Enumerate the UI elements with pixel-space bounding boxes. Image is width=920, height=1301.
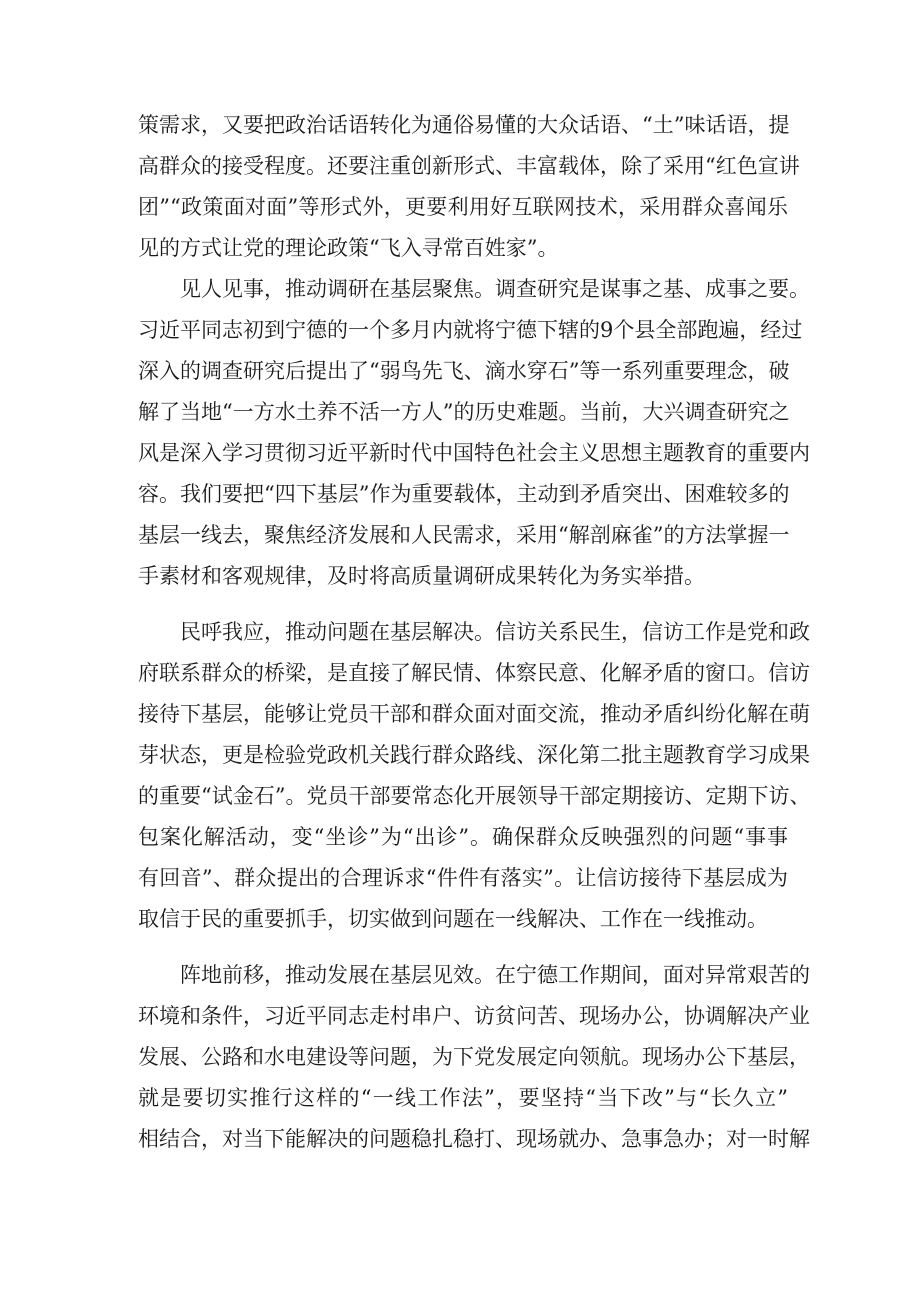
text-line-10: 容。我们要把“四下基层”作为重要载体，主动到矛盾突出、困难较多的 bbox=[138, 482, 790, 506]
text-line-19: 有回音”、群众提出的合理诉求“件件有落实”。让信访接待下基层成为 bbox=[138, 866, 788, 890]
paragraph-heading-line: 阵地前移，推动发展在基层见效。在宁德工作期间，面对异常艰苦的 bbox=[180, 963, 810, 987]
paragraph-heading-line: 见人见事，推动调研在基层聚焦。调查研究是谋事之基、成事之要。 bbox=[180, 277, 810, 301]
text-line-1: 策需求，又要把政治话语转化为通俗易懂的大众话语、“土”味话语，提 bbox=[138, 113, 790, 137]
text-line-23: 发展、公路和水电建设等问题，为下党发展定向领航。现场办公下基层， bbox=[138, 1045, 810, 1069]
paragraph-heading-line: 民呼我应，推动问题在基层解决。信访关系民生，信访工作是党和政 bbox=[180, 620, 810, 644]
text-line-18: 包案化解活动，变“坐诊”为“出诊”。确保群众反映强烈的问题“事事 bbox=[138, 825, 788, 849]
text-line-2: 高群众的接受程度。还要注重创新形式、丰富载体，除了采用“红色宣讲 bbox=[138, 154, 800, 178]
text-line-3: 团”“政策面对面”等形式外，更要利用好互联网技术，采用群众喜闻乐 bbox=[138, 195, 788, 219]
text-line-12: 手素材和客观规律，及时将高质量调研成果转化为务实举措。 bbox=[138, 564, 705, 588]
text-line-6: 习近平同志初到宁德的一个多月内就将宁德下辖的9个县全部跑遍，经过 bbox=[138, 318, 803, 342]
text-line-14: 府联系群众的桥梁，是直接了解民情、体察民意、化解矛盾的窗口。信访 bbox=[138, 661, 810, 685]
text-line-24: 就是要切实推行这样的“一线工作法”，要坚持“当下改”与“长久立” bbox=[138, 1086, 788, 1110]
text-line-11: 基层一线去，聚焦经济发展和人民需求，采用“解剖麻雀”的方法掌握一 bbox=[138, 523, 790, 547]
text-line-20: 取信于民的重要抓手，切实做到问题在一线解决、工作在一线推动。 bbox=[138, 907, 768, 931]
text-line-16: 芽状态，更是检验党政机关践行群众路线、深化第二批主题教育学习成果 bbox=[138, 743, 810, 767]
text-line-17: 的重要“试金石”。党员干部要常态化开展领导干部定期接访、定期下访、 bbox=[138, 784, 811, 808]
text-line-25: 相结合，对当下能解决的问题稳扎稳打、现场就办、急事急办；对一时解 bbox=[138, 1127, 810, 1151]
text-line-15: 接待下基层，能够让党员干部和群众面对面交流，推动矛盾纠纷化解在萌 bbox=[138, 702, 810, 726]
text-line-22: 环境和条件，习近平同志走村串户、访贫问苦、现场办公，协调解决产业 bbox=[138, 1004, 810, 1028]
text-line-9: 风是深入学习贯彻习近平新时代中国特色社会主义思想主题教育的重要内 bbox=[138, 441, 810, 465]
text-line-7: 深入的调查研究后提出了“弱鸟先飞、滴水穿石”等一系列重要理念，破 bbox=[138, 359, 790, 383]
text-line-8: 解了当地“一方水土养不活一方人”的历史难题。当前，大兴调查研究之 bbox=[138, 400, 790, 424]
text-line-4: 见的方式让党的理论政策“飞入寻常百姓家”。 bbox=[138, 236, 559, 260]
